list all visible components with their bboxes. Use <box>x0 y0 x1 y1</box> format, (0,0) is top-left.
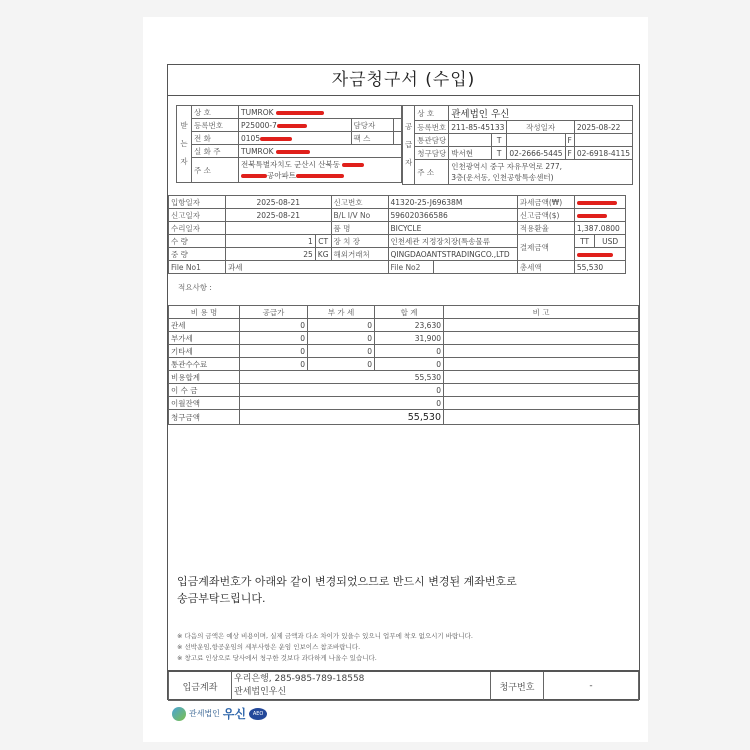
remarks-label: 적요사항 : <box>178 283 212 292</box>
currency: USD <box>595 235 626 248</box>
supplier-address: 인천광역시 중구 자유무역로 277, 3층(운서동, 인천공항특송센터) <box>449 160 633 185</box>
label: 작성일자 <box>507 121 574 134</box>
recipient-company: TUMROK <box>239 106 402 119</box>
label: 이 수 금 <box>169 384 240 397</box>
table-row <box>169 332 639 345</box>
supplier-company: 관세법인 우신 <box>449 106 633 121</box>
cost-name: 관세 <box>169 319 240 332</box>
recipient-fax <box>394 132 402 145</box>
cost-subtotal: 55,530 <box>240 371 444 384</box>
remarks-cell <box>444 384 639 397</box>
vat: 0 <box>308 358 375 371</box>
row-total: 0 <box>375 358 444 371</box>
billing-phone: 02-2666-5445 <box>507 147 565 160</box>
label: 장 치 장 <box>331 235 388 248</box>
exchange-rate: 1,387.0800 <box>574 222 625 235</box>
recipient-reg-no: P25000-7 <box>239 119 352 132</box>
total-tax: 55,530 <box>574 261 625 274</box>
column-header: 부 가 세 <box>308 306 375 319</box>
aeo-badge-icon: AEO <box>249 708 267 720</box>
billed-amount: 55,530 <box>240 410 444 425</box>
recipient-side-label: 받 는 자 <box>177 106 192 183</box>
payment-term: TT <box>574 235 594 248</box>
label: 과세금액(₩) <box>517 196 574 209</box>
label: B/L I/V No <box>331 209 388 222</box>
label: 청구금액 <box>169 410 240 425</box>
logo-mark-icon <box>172 707 186 721</box>
label: 신고금액($) <box>517 209 574 222</box>
column-header: 비 용 명 <box>169 306 240 319</box>
row-total: 31,900 <box>375 332 444 345</box>
vat: 0 <box>308 332 375 345</box>
company-logo <box>172 705 267 722</box>
weight-unit: KG <box>315 248 331 261</box>
label: 입항일자 <box>169 196 226 209</box>
supplier-table <box>402 105 633 185</box>
remarks-cell <box>444 358 639 371</box>
recipient-consignee: TUMROK <box>239 145 402 158</box>
logo-brand: 우신 <box>222 707 247 721</box>
notice-line: 입금계좌번호가 아래와 같이 변경되었으므로 반드시 변경된 계좌번호로 <box>177 575 517 588</box>
vat: 0 <box>308 319 375 332</box>
redaction-mark <box>296 174 344 178</box>
item-name: BICYCLE <box>388 222 517 235</box>
label: T <box>492 147 507 160</box>
page-title: 자금청구서 (수입) <box>168 65 639 96</box>
recipient-manager <box>394 119 402 132</box>
label: 결제금액 <box>517 235 574 261</box>
label: F <box>565 147 574 160</box>
overseas-partner: QINGDAOANTSTRADINGCO.,LTD <box>388 248 517 261</box>
label: File No1 <box>169 261 226 274</box>
redaction-mark <box>577 201 617 205</box>
label: 총세액 <box>517 261 574 274</box>
issue-date: 2025-08-22 <box>574 121 632 134</box>
label: 수 량 <box>169 235 226 248</box>
declaration-date: 2025-08-21 <box>226 209 332 222</box>
notice-line: 송금부탁드립니다. <box>177 592 266 605</box>
recipient-address: 전북특별자치도 군산시 산북동 공아파트 <box>239 158 402 183</box>
label: 비용합계 <box>169 371 240 384</box>
row-total: 0 <box>375 345 444 358</box>
declaration-number: 41320-25-J69638M <box>388 196 517 209</box>
redaction-mark <box>342 163 364 167</box>
billing-form <box>167 64 640 700</box>
redaction-mark <box>577 214 607 218</box>
label: 등록번호 <box>415 121 449 134</box>
billing-manager: 박서현 <box>449 147 492 160</box>
payment-amount <box>574 248 625 261</box>
billing-fax: 02-6918-4115 <box>574 147 632 160</box>
label: 실 화 주 <box>192 145 239 158</box>
label: 입금계좌 <box>169 671 232 701</box>
label: 신고일자 <box>169 209 226 222</box>
remarks-cell <box>444 332 639 345</box>
table-row <box>169 345 639 358</box>
table-row <box>169 358 639 371</box>
redaction-mark <box>276 150 310 154</box>
account-table <box>168 670 639 701</box>
label: 상 호 <box>192 106 239 119</box>
cost-name: 통관수수료 <box>169 358 240 371</box>
remarks-cell <box>444 397 639 410</box>
supplier-reg-no: 211-85-45133 <box>449 121 507 134</box>
row-total: 23,630 <box>375 319 444 332</box>
label: 전 화 <box>192 132 239 145</box>
redaction-mark <box>260 137 292 141</box>
cost-table <box>168 305 639 425</box>
label: T <box>492 134 507 147</box>
label: File No2 <box>388 261 433 274</box>
weight: 25 <box>226 248 316 261</box>
label: 품 명 <box>331 222 388 235</box>
remarks-cell <box>444 371 639 384</box>
label: 신고번호 <box>331 196 388 209</box>
label: 중 량 <box>169 248 226 261</box>
recipient-table <box>176 105 402 183</box>
label: 이월잔액 <box>169 397 240 410</box>
note-item: ※ 다음의 금액은 예상 비용이며, 실제 금액과 다소 차이가 있을수 있으니 업무에 착오 없으시기 바랍니다. <box>177 632 473 640</box>
acceptance-date <box>226 222 332 235</box>
label: 담당자 <box>351 119 393 132</box>
quantity-unit: CT <box>315 235 331 248</box>
redaction-mark <box>577 253 613 257</box>
entry-date: 2025-08-21 <box>226 196 332 209</box>
remarks-cell <box>444 345 639 358</box>
supplier-side-label: 공 급 자 <box>403 106 415 185</box>
carryover-balance: 0 <box>240 397 444 410</box>
recipient-phone: 0105 <box>239 132 352 145</box>
supply-price: 0 <box>240 319 308 332</box>
declared-amount <box>574 209 625 222</box>
supply-price: 0 <box>240 358 308 371</box>
supply-price: 0 <box>240 332 308 345</box>
label: 청구번호 <box>491 671 544 701</box>
column-header: 공급가 <box>240 306 308 319</box>
redaction-mark <box>241 174 267 178</box>
redaction-mark <box>277 124 307 128</box>
note-item: ※ 창고료 인상으로 당사에서 청구한 것보다 과다하게 나올수 있습니다. <box>177 654 377 662</box>
label: 통관담당 <box>415 134 449 147</box>
supply-price: 0 <box>240 345 308 358</box>
label: 수리일자 <box>169 222 226 235</box>
vat: 0 <box>308 345 375 358</box>
bl-number: 596020366586 <box>388 209 517 222</box>
note-item: ※ 선박운임,항공운임의 세부사항은 운임 인보이스 참조바랍니다. <box>177 643 361 651</box>
label: 해외거래처 <box>331 248 388 261</box>
label: 등록번호 <box>192 119 239 132</box>
table-row <box>169 319 639 332</box>
label: 팩 스 <box>351 132 393 145</box>
label: 주 소 <box>192 158 239 183</box>
taxable-amount <box>574 196 625 209</box>
remarks-cell <box>444 319 639 332</box>
cost-name: 부가세 <box>169 332 240 345</box>
label: 적용환율 <box>517 222 574 235</box>
bill-number: - <box>544 671 639 701</box>
remarks-cell <box>444 410 639 425</box>
redaction-mark <box>276 111 324 115</box>
file-no1: 과세 <box>226 261 389 274</box>
shipment-table <box>168 195 626 274</box>
label: 주 소 <box>415 160 449 185</box>
account-change-notice <box>177 573 517 607</box>
notes-list <box>177 631 473 664</box>
label: 청구담당 <box>415 147 449 160</box>
logo-text: 관세법인 <box>189 709 220 718</box>
label: 상 호 <box>415 106 449 121</box>
label: F <box>565 134 574 147</box>
advance-received: 0 <box>240 384 444 397</box>
file-no2 <box>433 261 517 274</box>
storage-location: 인천세관 지정장치장(특송물류 <box>388 235 517 248</box>
column-header: 합 계 <box>375 306 444 319</box>
quantity: 1 <box>226 235 316 248</box>
column-header: 비 고 <box>444 306 639 319</box>
bank-account: 우리은행, 285-985-789-18558 관세법인우신 <box>232 671 491 701</box>
cost-name: 기타세 <box>169 345 240 358</box>
